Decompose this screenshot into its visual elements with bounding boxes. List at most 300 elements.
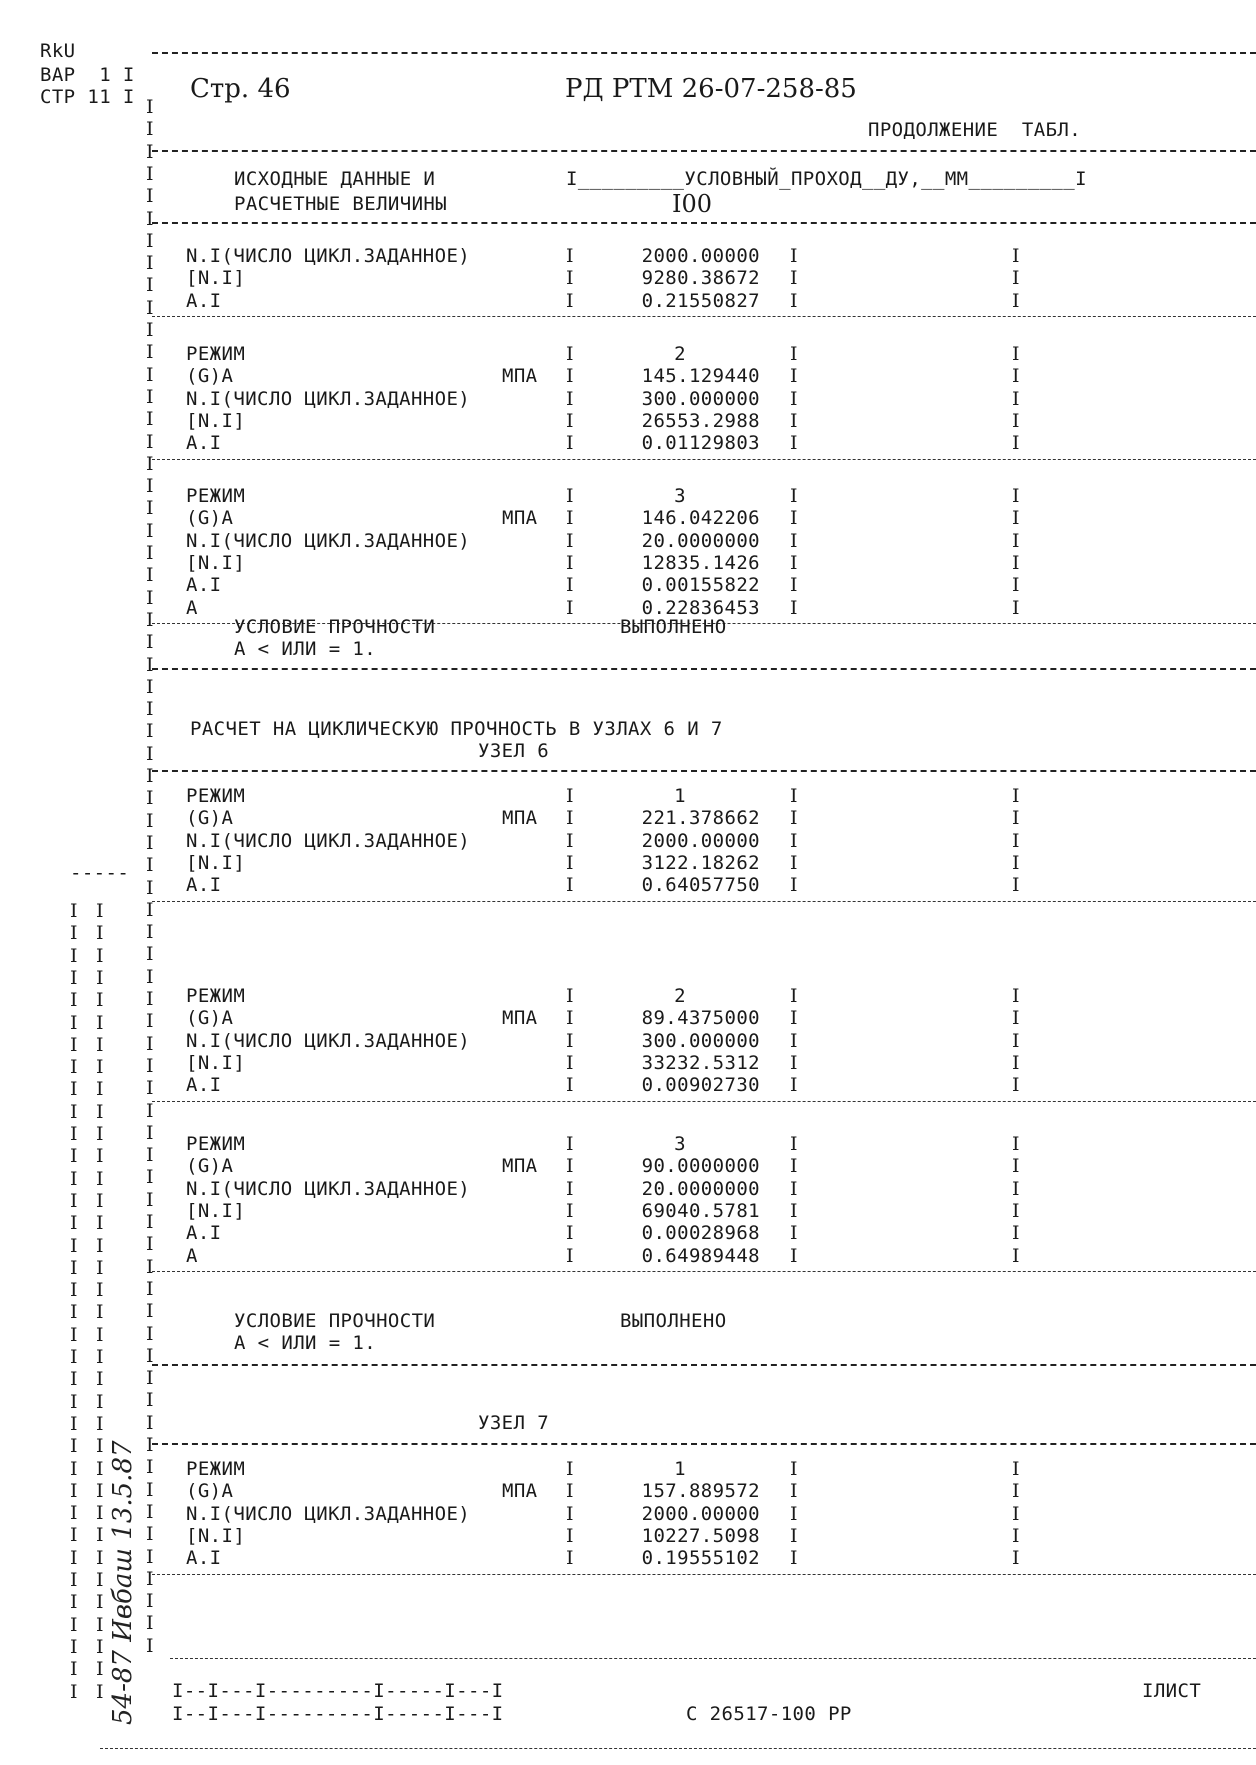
- row-value: 157.889572: [641, 1480, 760, 1503]
- column-separator: I: [790, 1547, 798, 1570]
- column-separator: I: [1012, 985, 1020, 1007]
- row-label: [N.I]: [186, 267, 246, 290]
- column-separator: I: [1012, 387, 1020, 410]
- margin-frame-mark: I: [96, 1569, 104, 1591]
- node6-title: УЗЕЛ 6: [478, 740, 550, 762]
- row-unit: МПА: [502, 1155, 538, 1178]
- column-separator: I: [566, 874, 574, 897]
- border-mark: I: [146, 1032, 154, 1055]
- border-mark: I: [146, 1634, 154, 1657]
- column-separator: I: [790, 409, 798, 432]
- row-label: (G)A: [186, 1007, 234, 1030]
- section-title: РАСЧЕТ НА ЦИКЛИЧЕСКУЮ ПРОЧНОСТЬ В УЗЛАХ 6 И 7: [190, 718, 723, 740]
- row-label: A.I: [186, 1222, 222, 1245]
- margin-frame-mark: I: [96, 1591, 104, 1614]
- margin-frame-mark: I: [70, 900, 78, 922]
- column-separator: I: [1012, 507, 1020, 530]
- margin-frame-mark: I: [70, 1078, 78, 1101]
- column-separator: I: [566, 1133, 574, 1155]
- row-value: 3: [674, 485, 686, 507]
- row-unit: МПА: [502, 1007, 538, 1030]
- row-label: РЕЖИМ: [186, 785, 246, 807]
- row-label: N.I(ЧИСЛО ЦИКЛ.ЗАДАННОЕ): [186, 829, 471, 852]
- column-separator: I: [1012, 1458, 1020, 1480]
- column-separator: I: [566, 1155, 574, 1178]
- header-bottom-rule: [152, 222, 1256, 224]
- column-separator: I: [1012, 829, 1020, 852]
- margin-frame-mark: I: [96, 1368, 104, 1391]
- row-value: 0.64057750: [641, 874, 760, 897]
- column-separator: I: [1012, 485, 1020, 507]
- row-label: [N.I]: [186, 1199, 246, 1222]
- margin-bap: BAP 1 I: [40, 64, 135, 86]
- margin-frame-mark: I: [70, 966, 78, 989]
- border-mark: I: [146, 96, 154, 118]
- column-separator: I: [790, 1155, 798, 1178]
- column-separator: I: [1012, 874, 1020, 897]
- border-mark: I: [146, 1211, 154, 1233]
- column-separator: I: [566, 985, 574, 1007]
- row-value: 1: [674, 785, 686, 807]
- column-separator: I: [790, 289, 798, 312]
- row-label: РЕЖИМ: [186, 985, 246, 1007]
- row-value: 2000.00000: [641, 829, 760, 852]
- border-mark: I: [146, 698, 154, 721]
- row-label: [N.I]: [186, 851, 246, 874]
- border-mark: I: [146, 1590, 154, 1613]
- margin-frame-mark: I: [70, 1346, 78, 1368]
- column-separator: I: [790, 1133, 798, 1155]
- nominal-diameter-header: I_________УСЛОВНЫЙ_ПРОХОД__ДУ,__ММ_________I: [566, 168, 1087, 190]
- row-label: N.I(ЧИСЛО ЦИКЛ.ЗАДАННОЕ): [186, 387, 471, 410]
- column-separator: I: [790, 1029, 798, 1052]
- margin-frame-mark: I: [96, 1502, 104, 1525]
- margin-frame-mark: I: [96, 966, 104, 989]
- margin-frame-mark: I: [96, 1056, 104, 1079]
- row-label: A: [186, 596, 198, 619]
- column-separator: I: [790, 829, 798, 852]
- margin-frame-mark: I: [70, 1368, 78, 1391]
- row-value: 20.0000000: [641, 529, 760, 552]
- row-unit: МПА: [502, 507, 538, 530]
- margin-frame-mark: I: [96, 1412, 104, 1435]
- border-mark: I: [146, 1099, 154, 1122]
- border-mark: I: [146, 943, 154, 966]
- column-separator: I: [790, 1244, 798, 1267]
- margin-frame-mark: I: [96, 1234, 104, 1257]
- column-separator: I: [1012, 1051, 1020, 1074]
- row-label: РЕЖИМ: [186, 1133, 246, 1155]
- column-separator: I: [566, 1029, 574, 1052]
- border-mark: I: [146, 742, 154, 765]
- row-value: 300.000000: [641, 1029, 760, 1052]
- margin-frame-mark: I: [96, 1123, 104, 1145]
- column-separator: I: [1012, 1502, 1020, 1525]
- column-separator: I: [1012, 551, 1020, 574]
- border-mark: I: [146, 854, 154, 877]
- column-separator: I: [1012, 574, 1020, 597]
- border-mark: I: [146, 876, 154, 899]
- margin-frame-mark: I: [96, 1212, 104, 1235]
- border-mark: I: [146, 809, 154, 832]
- margin-frame-mark: I: [96, 1279, 104, 1302]
- column-separator: I: [566, 1199, 574, 1222]
- margin-frame-mark: I: [96, 989, 104, 1012]
- footer-rule: [170, 1658, 1256, 1659]
- margin-frame-mark: I: [96, 944, 104, 967]
- row-label: РЕЖИМ: [186, 1458, 246, 1480]
- column-separator: I: [790, 1222, 798, 1245]
- column-separator: I: [790, 267, 798, 290]
- margin-frame-mark: I: [70, 944, 78, 967]
- row-value: 0.01129803: [641, 432, 760, 455]
- margin-frame-mark: I: [96, 1033, 104, 1056]
- row-label: (G)A: [186, 1480, 234, 1503]
- column-separator: I: [790, 343, 798, 365]
- margin-frame-mark: I: [70, 1524, 78, 1547]
- border-mark: I: [146, 475, 154, 498]
- strength-condition-label: УСЛОВИЕ ПРОЧНОСТИ: [234, 616, 436, 638]
- border-mark: I: [146, 1277, 154, 1300]
- column-separator: I: [1012, 1547, 1020, 1570]
- margin-frame-mark: I: [70, 1167, 78, 1190]
- column-separator: I: [1012, 1222, 1020, 1245]
- row-value: 0.64989448: [641, 1244, 760, 1267]
- block-separator-rule: [152, 1101, 1256, 1102]
- border-mark: I: [146, 118, 154, 141]
- border-mark: I: [146, 1188, 154, 1211]
- top-rule: [152, 52, 1256, 54]
- border-mark: I: [146, 140, 154, 163]
- column-separator: I: [566, 289, 574, 312]
- column-separator: I: [1012, 289, 1020, 312]
- column-separator: I: [566, 1074, 574, 1097]
- column-separator: I: [790, 785, 798, 807]
- column-separator: I: [790, 574, 798, 597]
- column-separator: I: [1012, 267, 1020, 290]
- row-label: (G)A: [186, 507, 234, 530]
- margin-frame-mark: I: [96, 1390, 104, 1413]
- row-value: 2000.00000: [641, 1502, 760, 1525]
- margin-frame-mark: I: [96, 1524, 104, 1547]
- column-separator: I: [566, 1547, 574, 1570]
- border-mark: I: [146, 408, 154, 431]
- border-mark: I: [146, 497, 154, 520]
- margin-frame-mark: I: [96, 1435, 104, 1458]
- footer-stamp-row-2: I--I---I---------I-----I---I: [172, 1703, 504, 1725]
- border-mark: I: [146, 430, 154, 453]
- column-separator: I: [790, 529, 798, 552]
- margin-frame-mark: I: [96, 1546, 104, 1569]
- row-label: A.I: [186, 874, 222, 897]
- block-separator-rule: [152, 459, 1256, 460]
- header-top-rule: [152, 150, 1256, 152]
- block-separator-rule: [152, 316, 1256, 317]
- border-mark: I: [146, 363, 154, 386]
- column-separator: I: [566, 596, 574, 619]
- row-label: A.I: [186, 1547, 222, 1570]
- margin-frame-mark: I: [70, 1212, 78, 1235]
- row-value: 0.22836453: [641, 596, 760, 619]
- block-separator-rule: [152, 1574, 1256, 1575]
- column-separator: I: [566, 785, 574, 807]
- border-mark: I: [146, 1434, 154, 1456]
- column-separator: I: [1012, 1155, 1020, 1178]
- row-value: 0.00155822: [641, 574, 760, 597]
- row-unit: МПА: [502, 365, 538, 388]
- column-separator: I: [790, 1480, 798, 1503]
- row-value: 26553.2988: [641, 409, 760, 432]
- border-mark: I: [146, 252, 154, 275]
- row-label: [N.I]: [186, 409, 246, 432]
- strength-condition-2-formula: A < ИЛИ = 1.: [234, 1332, 377, 1354]
- column-separator: I: [566, 829, 574, 852]
- column-separator: I: [566, 807, 574, 830]
- column-separator: I: [790, 1524, 798, 1547]
- row-label: (G)A: [186, 807, 234, 830]
- border-mark: I: [146, 921, 154, 944]
- row-value: 89.4375000: [641, 1007, 760, 1030]
- row-value: 2: [674, 343, 686, 365]
- row-label: A: [186, 1244, 198, 1267]
- column-separator: I: [566, 1007, 574, 1030]
- margin-frame-mark: I: [70, 1033, 78, 1056]
- margin-frame-mark: I: [96, 1078, 104, 1101]
- strength-condition-formula: A < ИЛИ = 1.: [234, 638, 377, 660]
- column-separator: I: [1012, 343, 1020, 365]
- page-number: Стр. 46: [190, 74, 291, 104]
- margin-frame-mark: I: [96, 1479, 104, 1502]
- border-mark: I: [146, 1500, 154, 1523]
- border-mark: I: [146, 229, 154, 252]
- column-separator: I: [566, 485, 574, 507]
- row-label: [N.I]: [186, 551, 246, 574]
- border-mark: I: [146, 1322, 154, 1345]
- border-mark: I: [146, 675, 154, 698]
- column-separator: I: [790, 1502, 798, 1525]
- margin-frame-mark: I: [70, 1256, 78, 1279]
- margin-rku: RkU: [40, 40, 76, 62]
- column-separator: I: [1012, 1244, 1020, 1267]
- border-mark: I: [146, 185, 154, 208]
- column-separator: I: [566, 1222, 574, 1245]
- column-separator: I: [566, 1524, 574, 1547]
- column-separator: I: [1012, 807, 1020, 830]
- margin-frame-mark: I: [70, 1457, 78, 1480]
- margin-frame-mark: I: [70, 1100, 78, 1123]
- border-mark: I: [146, 1077, 154, 1100]
- margin-frame-mark: I: [70, 1680, 78, 1703]
- border-mark: I: [146, 1567, 154, 1590]
- margin-frame-mark: I: [70, 1301, 78, 1324]
- margin-frame-mark: I: [70, 922, 78, 945]
- row-label: A.I: [186, 574, 222, 597]
- strength-condition-result: ВЫПОЛНЕНО: [620, 616, 727, 638]
- column-separator: I: [790, 807, 798, 830]
- border-mark: I: [146, 1478, 154, 1501]
- border-mark: I: [146, 787, 154, 810]
- node7-top-rule: [152, 1443, 1256, 1445]
- border-mark: I: [146, 1367, 154, 1390]
- margin-frame-mark: I: [96, 1613, 104, 1636]
- column-separator: I: [790, 596, 798, 619]
- row-value: 20.0000000: [641, 1177, 760, 1200]
- border-mark: I: [146, 1545, 154, 1568]
- column-separator: I: [566, 1244, 574, 1267]
- border-mark: I: [146, 1166, 154, 1189]
- margin-frame-mark: I: [70, 1123, 78, 1145]
- border-mark: I: [146, 162, 154, 185]
- column-separator: I: [790, 365, 798, 388]
- row-value: 2: [674, 985, 686, 1007]
- row-value: 12835.1426: [641, 551, 760, 574]
- border-mark: I: [146, 1121, 154, 1144]
- border-mark: I: [146, 720, 154, 743]
- nominal-diameter-value: I00: [672, 190, 713, 218]
- column-separator: I: [566, 409, 574, 432]
- document-designation: С 26517-100 РР: [686, 1703, 852, 1725]
- margin-frame-mark: I: [70, 1591, 78, 1614]
- row-label: A.I: [186, 289, 222, 312]
- margin-frame-mark: I: [96, 1457, 104, 1480]
- column-separator: I: [566, 851, 574, 874]
- margin-frame-mark: I: [70, 1323, 78, 1346]
- column-separator: I: [790, 1051, 798, 1074]
- column-separator: I: [790, 874, 798, 897]
- column-separator: I: [790, 485, 798, 507]
- block-separator-rule: [152, 901, 1256, 902]
- column-separator: I: [790, 1074, 798, 1097]
- border-mark: I: [146, 608, 154, 631]
- row-value: 146.042206: [641, 507, 760, 530]
- margin-ctp: CTP 11 I: [40, 86, 135, 108]
- node6-end-rule: [152, 1364, 1256, 1366]
- margin-frame-mark: I: [96, 1680, 104, 1703]
- row-value: 9280.38672: [641, 267, 760, 290]
- border-mark: I: [146, 898, 154, 921]
- border-mark: I: [146, 564, 154, 587]
- column-separator: I: [566, 432, 574, 455]
- column-separator: I: [1012, 409, 1020, 432]
- margin-frame-mark: I: [96, 1658, 104, 1681]
- sheet-label: IЛИСТ: [1142, 1680, 1202, 1702]
- strength-condition-2-label: УСЛОВИЕ ПРОЧНОСТИ: [234, 1310, 436, 1332]
- margin-frame-mark: I: [70, 1279, 78, 1302]
- column-separator: I: [1012, 1074, 1020, 1097]
- row-label: N.I(ЧИСЛО ЦИКЛ.ЗАДАННОЕ): [186, 1029, 471, 1052]
- margin-frame-top: -----: [70, 862, 130, 884]
- column-separator: I: [790, 387, 798, 410]
- border-mark: I: [146, 1300, 154, 1323]
- column-separator: I: [790, 1177, 798, 1200]
- margin-frame-mark: I: [70, 1435, 78, 1458]
- row-value: 0.00028968: [641, 1222, 760, 1245]
- row-value: 3: [674, 1133, 686, 1155]
- margin-frame-mark: I: [70, 1613, 78, 1636]
- border-mark: I: [146, 542, 154, 564]
- border-mark: I: [146, 319, 154, 341]
- footer-stamp-row-1: I--I---I---------I-----I---I: [172, 1680, 504, 1702]
- margin-frame-mark: I: [70, 1546, 78, 1569]
- border-mark: I: [146, 586, 154, 609]
- column-separator: I: [1012, 785, 1020, 807]
- margin-frame-mark: I: [70, 1234, 78, 1257]
- border-mark: I: [146, 988, 154, 1010]
- border-mark: I: [146, 1612, 154, 1635]
- column-separator: I: [790, 1458, 798, 1480]
- margin-frame-mark: I: [96, 1346, 104, 1368]
- column-separator: I: [1012, 432, 1020, 455]
- border-mark: I: [146, 765, 154, 787]
- border-mark: I: [146, 1523, 154, 1546]
- margin-frame-mark: I: [70, 1390, 78, 1413]
- border-mark: I: [146, 653, 154, 676]
- row-value: 0.19555102: [641, 1547, 760, 1570]
- row-label: N.I(ЧИСЛО ЦИКЛ.ЗАДАННОЕ): [186, 245, 471, 267]
- row-unit: МПА: [502, 807, 538, 830]
- row-value: 69040.5781: [641, 1199, 760, 1222]
- column-separator: I: [566, 1480, 574, 1503]
- margin-frame-mark: I: [70, 1412, 78, 1435]
- handwritten-signature: 54-87 Ивбаш 13.5.87: [108, 1440, 138, 1725]
- column-separator: I: [1012, 1007, 1020, 1030]
- row-label: [N.I]: [186, 1051, 246, 1074]
- column-separator: I: [566, 343, 574, 365]
- column-separator: I: [566, 1502, 574, 1525]
- margin-frame-mark: I: [96, 1256, 104, 1279]
- margin-frame-mark: I: [96, 1100, 104, 1123]
- margin-frame-mark: I: [96, 1301, 104, 1324]
- row-unit: МПА: [502, 1480, 538, 1503]
- column-separator: I: [790, 985, 798, 1007]
- row-label: A.I: [186, 1074, 222, 1097]
- margin-frame-mark: I: [70, 1011, 78, 1034]
- column-separator: I: [1012, 1524, 1020, 1547]
- column-header-line1: ИСХОДНЫЕ ДАННЫЕ И: [234, 168, 436, 190]
- column-separator: I: [790, 432, 798, 455]
- row-value: 221.378662: [641, 807, 760, 830]
- column-separator: I: [790, 551, 798, 574]
- column-separator: I: [1012, 1480, 1020, 1503]
- row-label: РЕЖИМ: [186, 343, 246, 365]
- border-mark: I: [146, 1233, 154, 1256]
- column-separator: I: [790, 1007, 798, 1030]
- border-mark: I: [146, 341, 154, 364]
- margin-frame-mark: I: [96, 922, 104, 945]
- margin-frame-mark: I: [70, 1145, 78, 1168]
- border-mark: I: [146, 831, 154, 854]
- column-separator: I: [566, 245, 574, 267]
- margin-frame-mark: I: [96, 900, 104, 922]
- document-code: РД РТМ 26-07-258-85: [565, 74, 857, 104]
- column-separator: I: [1012, 245, 1020, 267]
- border-mark: I: [146, 452, 154, 475]
- continuation-label: ПРОДОЛЖЕНИЕ ТАБЛ.: [868, 119, 1082, 141]
- border-mark: I: [146, 1389, 154, 1412]
- margin-frame-mark: I: [70, 1635, 78, 1658]
- border-mark: I: [146, 274, 154, 297]
- column-separator: I: [566, 574, 574, 597]
- bottom-rule: [100, 1748, 1256, 1749]
- node6-top-rule: [152, 770, 1256, 772]
- border-mark: I: [146, 1411, 154, 1434]
- block-separator-rule: [152, 1271, 1256, 1272]
- border-mark: I: [146, 385, 154, 408]
- row-label: (G)A: [186, 1155, 234, 1178]
- margin-frame-mark: I: [96, 1167, 104, 1190]
- column-separator: I: [1012, 1199, 1020, 1222]
- border-mark: I: [146, 1255, 154, 1278]
